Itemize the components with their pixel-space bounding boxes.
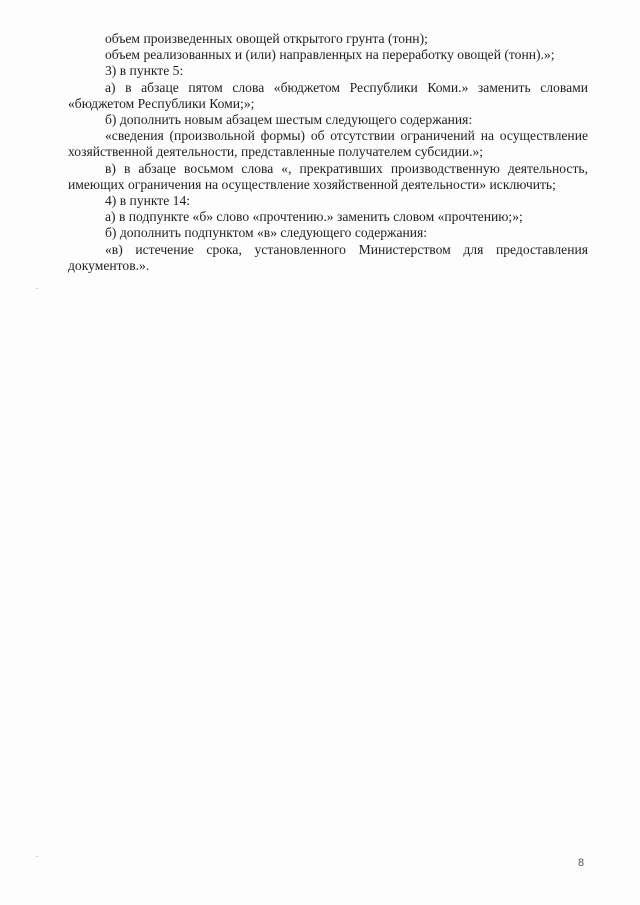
- paragraph: объем реализованных и (или) направленных на переработку овощей (тонн).»;: [105, 47, 555, 63]
- page-number: 8: [578, 857, 585, 869]
- paragraph: «в) истечение срока, установленного Министерством для предоставления документов.».: [68, 241, 588, 273]
- paragraph: 3) в пункте 5:: [105, 63, 184, 79]
- paragraph: б) дополнить новым абзацем шестым следующего содержания:: [105, 112, 473, 128]
- paragraph: 4) в пункте 14:: [105, 193, 191, 209]
- scan-speck: [36, 856, 38, 857]
- scan-speck: [36, 288, 38, 289]
- paragraph: а) в подпункте «б» слово «прочтению.» заменить словом «прочтению;»;: [105, 209, 523, 225]
- paragraph: «сведения (произвольной формы) об отсутствии ограничений на осуществление хозяйственной деятельности, представленные получателем субсидии.»;: [68, 128, 588, 160]
- document-body: [68, 31, 588, 274]
- paragraph: объем произведенных овощей открытого грунта (тонн);: [105, 31, 428, 46]
- paragraph: в) в абзаце восьмом слова «, прекративших производственную деятельность, имеющих ограничения на осуществление хозяйственной деятельности» исключить;: [68, 160, 588, 192]
- paragraph: а) в абзаце пятом слова «бюджетом Республики Коми.» заменить словами «бюджетом Республики Коми;»;: [68, 79, 588, 111]
- paragraph: б) дополнить подпунктом «в» следующего содержания:: [105, 225, 428, 241]
